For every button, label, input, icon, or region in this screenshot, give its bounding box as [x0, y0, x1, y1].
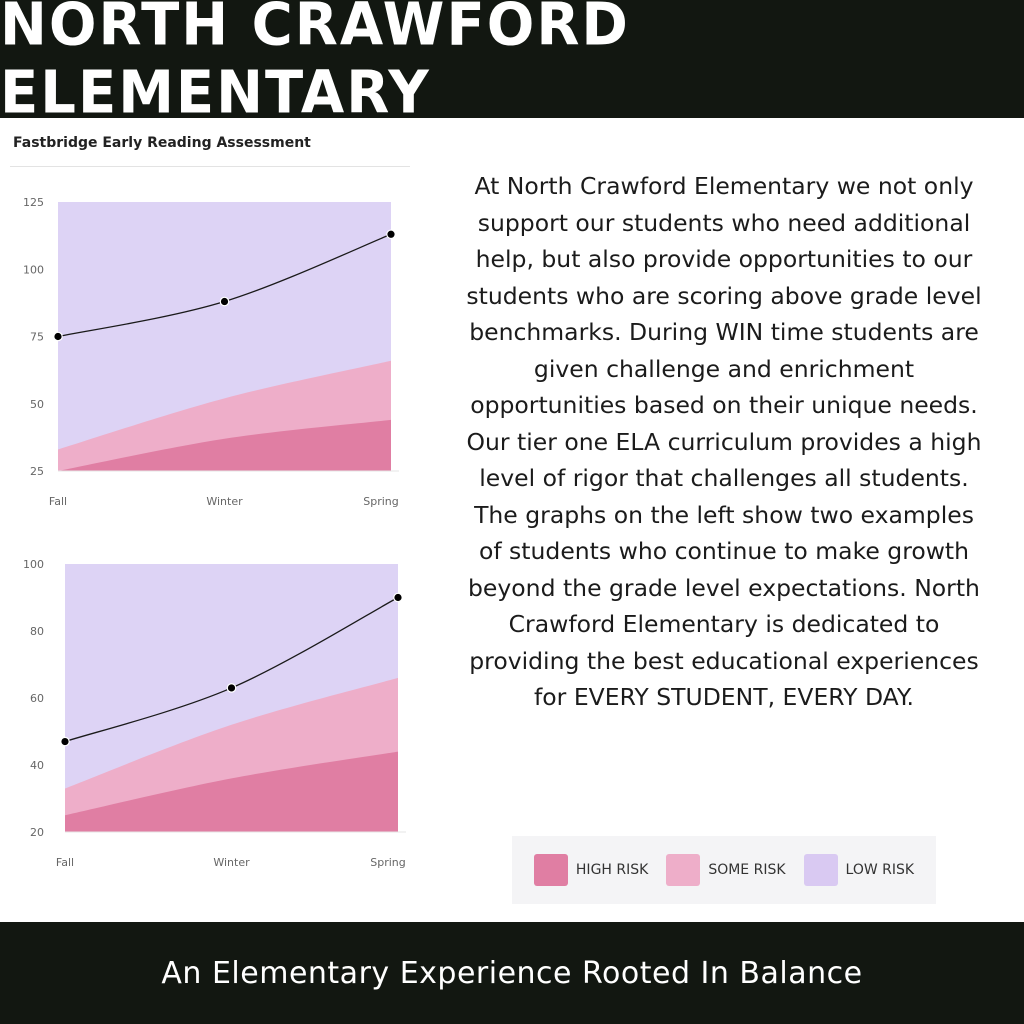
legend-label-high-risk: HIGH RISK	[575, 862, 649, 878]
footer-tagline: An Elementary Experience Rooted In Balance	[161, 955, 863, 991]
description-paragraph: At North Crawford Elementary we not only support our students who need additional help, but also provide opportunities to our students who are scoring above grade level benchmarks. During WIN time students are given challenge and enrichment opportunities based on their unique needs. Our tier one ELA curriculum provides a high level of rigor that challenges all students. The graphs on the left show two examples of students who continue to make growth beyond the grade level expectations. North Crawford Elementary is dedicated to providing the best educational experiences for EVERY STUDENT, EVERY DAY.	[466, 172, 982, 711]
y-tick-label: 40	[30, 759, 44, 772]
report-title: Fastbridge Early Reading Assessment	[13, 135, 311, 151]
chart-student-1	[0, 190, 420, 520]
legend-item-some-risk	[666, 854, 785, 886]
x-tick-label: Spring	[370, 856, 406, 869]
legend-item-high-risk	[534, 854, 648, 886]
y-tick-label: 75	[30, 330, 44, 344]
footer-banner	[0, 922, 1024, 1024]
school-title: NORTH CRAWFORD ELEMENTARY	[0, 0, 630, 128]
x-tick-label: Fall	[48, 495, 68, 508]
y-tick-label: 25	[30, 465, 44, 478]
legend-swatch-low-risk	[804, 854, 838, 886]
y-tick-label: 100	[23, 263, 44, 277]
y-tick-label: 60	[30, 692, 44, 705]
x-tick-label: Winter	[206, 495, 243, 508]
student-score-point	[394, 593, 402, 601]
header-banner	[0, 0, 1024, 128]
title-divider	[10, 166, 410, 167]
chart-student-2	[0, 552, 420, 882]
chart-legend	[512, 836, 936, 904]
student-score-point	[54, 332, 62, 340]
legend-swatch-some-risk	[666, 854, 700, 886]
student-score-point	[387, 230, 395, 238]
student-score-point	[220, 297, 228, 305]
legend-item-low-risk	[804, 854, 915, 886]
legend-swatch-high-risk	[534, 854, 568, 886]
student-score-point	[61, 737, 69, 745]
legend-label-low-risk: LOW RISK	[845, 862, 915, 878]
student-score-point	[227, 684, 235, 692]
y-tick-label: 100	[23, 558, 44, 571]
x-tick-label: Spring	[363, 495, 399, 508]
y-tick-label: 80	[30, 625, 44, 638]
legend-label-some-risk: SOME RISK	[708, 862, 786, 878]
y-tick-label: 125	[23, 196, 44, 209]
x-tick-label: Fall	[55, 856, 75, 869]
y-tick-label: 50	[30, 397, 44, 411]
y-tick-label: 20	[30, 826, 44, 839]
x-tick-label: Winter	[213, 856, 250, 869]
